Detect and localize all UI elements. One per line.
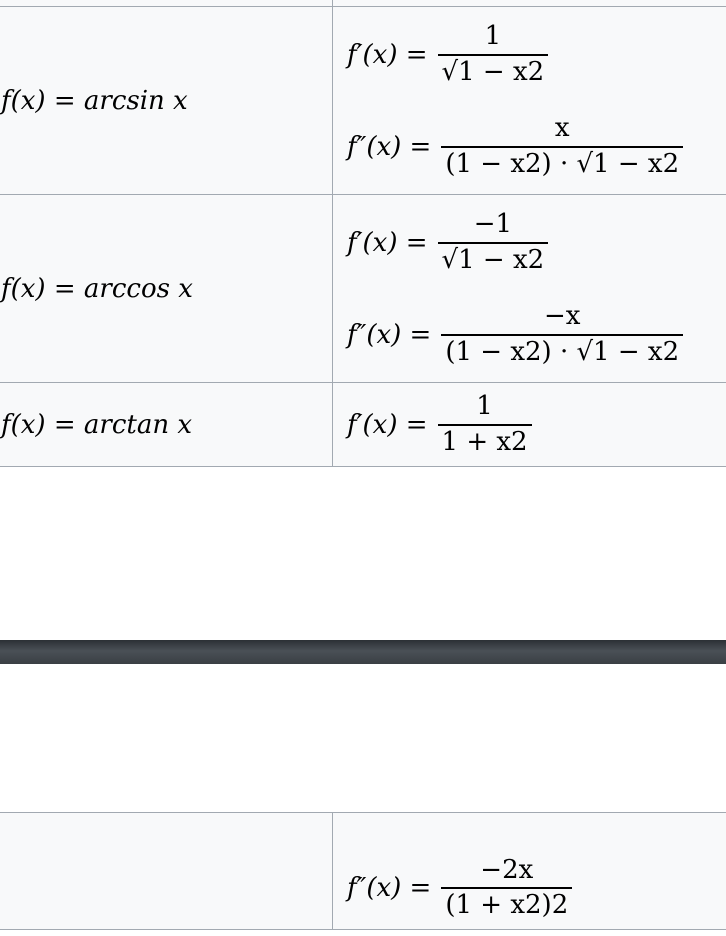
numerator: −1 [473, 209, 513, 240]
second-derivative [347, 101, 726, 193]
function-cell [0, 383, 333, 467]
denominator: (1 − x2) · √1 − x2 [441, 146, 683, 179]
function-formula: f(x) = arcsin x [1, 85, 188, 116]
numerator: 1 [476, 391, 493, 422]
function-cell [0, 813, 333, 930]
derivative-lhs: f″(x) = [347, 131, 432, 162]
derivatives-table [0, 0, 726, 467]
derivative-lhs: f′(x) = [347, 409, 428, 440]
derivatives-table-continued [0, 812, 726, 930]
denominator: √1 − x2 [438, 242, 549, 275]
derivative-lhs: f′(x) = [347, 39, 428, 70]
function-formula: f(x) = arccos x [1, 273, 193, 304]
table-row [0, 383, 726, 467]
second-derivative [347, 289, 726, 381]
function-cell [0, 7, 333, 195]
derivative-cell [333, 195, 726, 383]
window-divider-bar [0, 640, 726, 664]
function-formula: f(x) = arctan x [1, 409, 193, 440]
denominator: (1 + x2)2 [441, 887, 572, 920]
table-row [0, 813, 726, 930]
derivative-cell [333, 7, 726, 195]
fraction [438, 210, 549, 274]
fraction [441, 302, 683, 366]
denominator: √1 − x2 [438, 54, 549, 87]
first-derivative [347, 388, 726, 462]
first-derivative [347, 9, 726, 101]
fraction [441, 856, 572, 920]
function-cell [0, 195, 333, 383]
numerator: x [554, 113, 570, 144]
numerator: −x [544, 301, 581, 332]
derivative-cell [333, 383, 726, 467]
fraction [441, 114, 683, 178]
derivative-lhs: f″(x) = [347, 319, 432, 350]
fraction [438, 22, 549, 86]
numerator: −2x [480, 854, 534, 885]
first-derivative [347, 197, 726, 289]
second-derivative [347, 813, 726, 929]
derivative-cell [333, 813, 726, 930]
table-row [0, 7, 726, 195]
derivative-lhs: f″(x) = [347, 873, 432, 903]
numerator: 1 [484, 21, 502, 52]
fraction [438, 392, 532, 456]
denominator: (1 − x2) · √1 − x2 [441, 334, 683, 367]
derivative-lhs: f′(x) = [347, 227, 428, 258]
denominator: 1 + x2 [438, 424, 532, 457]
table-row [0, 195, 726, 383]
